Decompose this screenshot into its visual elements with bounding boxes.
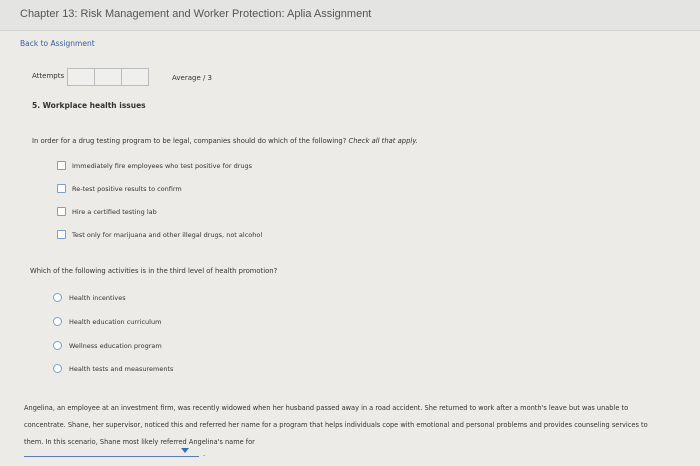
radio[interactable]: [53, 317, 62, 326]
attempt-box: [94, 68, 122, 86]
question-1-hint: Check all that apply.: [348, 137, 418, 145]
option-label: Test only for marijuana and other illegal drugs, not alcohol: [72, 230, 263, 239]
option-label: Health incentives: [69, 293, 126, 302]
sentence-end: .: [203, 450, 206, 458]
radio-option[interactable]: [53, 341, 162, 350]
radio-option[interactable]: [53, 293, 126, 302]
question-1-prompt: [32, 137, 418, 145]
dropdown-arrow-icon: [181, 448, 189, 453]
page-title: Chapter 13: Risk Management and Worker Protection: Aplia Assignment: [20, 8, 372, 20]
radio[interactable]: [53, 293, 62, 302]
question-1-text: In order for a drug testing program to be legal, companies should do which of the following?: [32, 137, 347, 145]
option-label: Wellness education program: [69, 341, 162, 350]
checkbox-option[interactable]: [57, 184, 182, 193]
checkbox-option[interactable]: [57, 161, 252, 170]
radio-option[interactable]: [53, 317, 161, 326]
answer-dropdown[interactable]: [24, 448, 199, 457]
section-title: 5. Workplace health issues: [32, 101, 146, 110]
checkbox-option[interactable]: [57, 207, 157, 216]
attempts-label: Attempts: [32, 72, 65, 80]
option-label: Health tests and measurements: [69, 364, 174, 373]
option-label: Immediately fire employees who test positive for drugs: [72, 161, 253, 170]
question-3-text: Angelina, an employee at an investment firm, was recently widowed when her husband passed away in a road accident. She returned to work after a month's leave but was unable to concentrate. Shane, her supervisor, noticed this and referred her name for a program that helps individuals cope with emotional and personal problems and provides counseling services to them. In this scenario, Shane most likely referred Angelina's name for: [24, 404, 648, 446]
checkbox[interactable]: [57, 230, 66, 239]
question-2-prompt: Which of the following activities is in the third level of health promotion?: [30, 267, 278, 275]
average-label: Average / 3: [172, 74, 213, 82]
option-label: Health education curriculum: [69, 317, 162, 326]
attempt-box: [67, 68, 95, 86]
checkbox[interactable]: [57, 207, 66, 216]
back-to-assignment-link[interactable]: Back to Assignment: [20, 39, 95, 48]
checkbox[interactable]: [57, 184, 66, 193]
attempts-boxes: [67, 68, 148, 86]
radio[interactable]: [53, 341, 62, 350]
checkbox[interactable]: [57, 161, 66, 170]
option-label: Hire a certified testing lab: [72, 207, 157, 216]
checkbox-option[interactable]: [57, 230, 262, 239]
option-label: Re-test positive results to confirm: [72, 184, 182, 193]
attempt-box: [121, 68, 149, 86]
radio-option[interactable]: [53, 364, 173, 373]
radio[interactable]: [53, 364, 62, 373]
